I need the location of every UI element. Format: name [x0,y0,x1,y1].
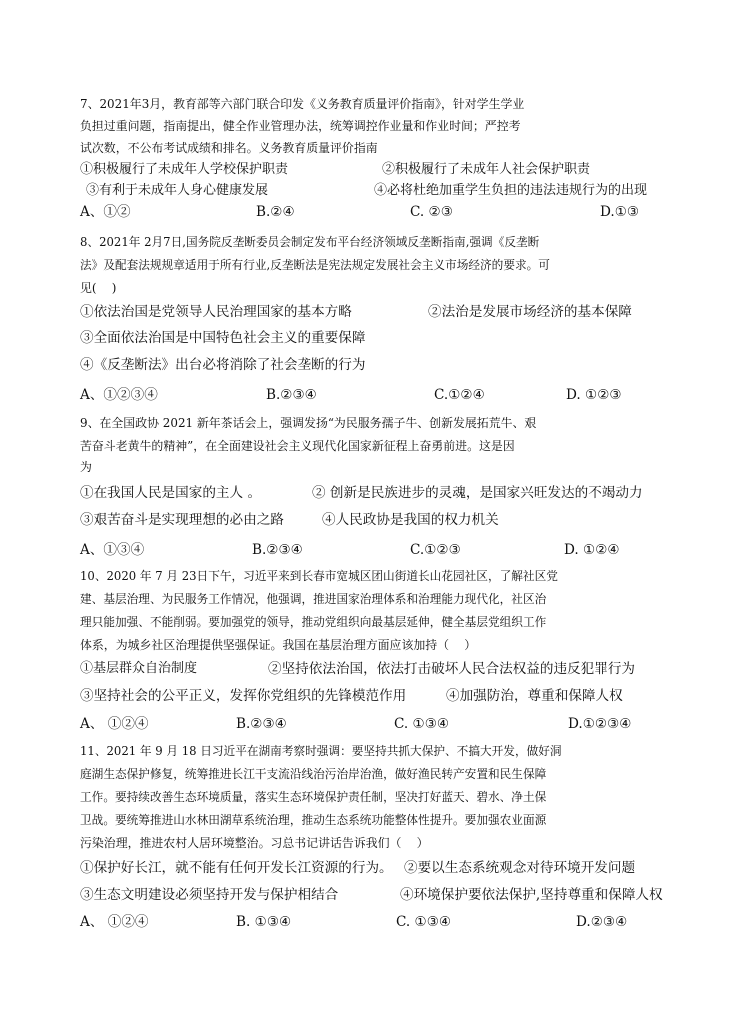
option-c: C. ①③④ [396,914,452,930]
option-d: D.②③④ [576,914,628,930]
statement: ②法治是发展市场经济的基本保障 [428,304,632,320]
question-stem-line: 建、基层治理、为民服务工作情况，他强调，推进国家治理体系和治理能力现代化，社区治 [80,592,547,606]
statement: ①依法治国是党领导人民治理国家的基本方略 [80,304,352,320]
option-d: D.①③ [600,204,640,220]
statement: ③坚持社会的公平正义，发挥你党组织的先锋模范作用 [80,688,407,704]
question-stem-line: 苦奋斗老黄牛的精神”，在全面建设社会主义现代化国家新征程上奋勇前进。这是因 [80,439,515,453]
statement: ①在我国人民是国家的主人 。 [80,485,262,501]
statement: ①积极履行了未成年人学校保护职责 [80,162,289,177]
statement: ④环境保护要依法保护,坚持尊重和保障人权 [400,887,663,903]
option-a: A、①③④ [80,542,145,558]
question-stem-line: 见( ) [80,281,117,295]
statement: ②积极履行了未成年人社会保护职责 [382,162,591,177]
option-d: D. ①②③ [566,387,622,403]
statement: ④人民政协是我国的权力机关 [322,512,499,528]
question-stem-line: 11、2021 年 9 月 18 日习近平在湖南考察时强调：要坚持共抓大保护、不搞大开发，做好洞 [80,744,562,758]
statement: ①保护好长江，就不能有任何开发长江资源的行为。 [80,860,393,876]
question-stem-line: 7、2021年3月，教育部等六部门联合印发《义务教育质量评价指南》，针对学生学业 [80,97,525,111]
option-a: A、①② [80,204,131,220]
option-b: B.②④ [256,204,295,220]
question-stem-line: 卫战。要统筹推进山水林田湖草系统治理，推动生态系统功能整体性提升。要加强农业面源 [80,813,547,827]
statement: ③全面依法治国是中国特色社会主义的重要保障 [80,330,366,346]
statement: ③有利于未成年人身心健康发展 [86,183,269,198]
statement: ② 创新是民族进步的灵魂，是国家兴旺发达的不竭动力 [312,485,643,501]
option-c: C. ①③④ [394,716,450,732]
statement: ③艰苦奋斗是实现理想的必由之路 [80,512,284,528]
statement: ④加强防治，尊重和保障人权 [446,688,623,704]
question-stem-line: 污染治理，推进农村人居环境整治。习总书记讲话告诉我们（ ） [80,836,429,850]
question-stem-line: 体系，为城乡社区治理提供坚强保证。我国在基层治理方面应该加持（ ） [80,638,477,652]
question-stem-line: 庭湖生态保护修复，统筹推进长江干支流沿线治污治岸治渔，做好渔民转产安置和民生保障 [80,767,547,781]
option-b: B.②③④ [236,716,287,732]
statement: ①基层群众自治制度 [80,661,198,676]
option-a: A、①②③④ [80,387,158,403]
option-c: C.①②④ [434,387,485,403]
question-stem-line: 理只能加强、不能削弱。要加强党的领导，推动党组织向最基层延伸，健全基层党组织工作 [80,615,547,629]
question-stem-line: 10、2020 年 7 月 23日下午，习近平来到长春市宽城区团山街道长山花园社区，了解社区党 [80,569,558,583]
statement: ③生态文明建设必须坚持开发与保护相结合 [80,887,339,903]
option-b: B.②③④ [252,542,303,558]
question-stem-line: 试次数，不公布考试成绩和排名。义务教育质量评价指南 [80,141,378,155]
question-stem-line: 为 [80,460,92,474]
statement: ②坚持依法治国，依法打击破坏人民合法权益的违反犯罪行为 [268,661,636,677]
question-stem-line: 工作。要持续改善生态环境质量，落实生态环境保护责任制，坚决打好蓝天、碧水、净土保 [80,790,547,804]
option-b: B.②③④ [266,387,317,403]
option-c: C. ②③ [410,204,453,220]
question-stem-line: 8、2021年 2月7日,国务院反垄断委员会制定发布平台经济领域反垄断指南,强调《反垄断 [80,235,540,249]
question-stem-line: 负担过重问题，指南提出，健全作业管理办法，统筹调控作业量和作业时间；严控考 [80,119,521,133]
statement: ②要以生态系统观念对待环境开发问题 [404,860,636,876]
statement: ④必将杜绝加重学生负担的违法违规行为的出现 [374,183,648,198]
option-c: C.①②③ [410,542,461,558]
option-d: D. ①②④ [564,542,620,558]
option-b: B. ①③④ [236,914,292,930]
option-d: D.①②③④ [568,716,632,732]
statement: ④《反垄断法》出台必将消除了社会垄断的行为 [80,357,366,373]
question-stem-line: 法》及配套法规规章适用于所有行业,反垄断法是宪法规定发展社会主义市场经济的要求。可 [80,258,550,272]
option-a: A、 ①②④ [80,914,149,930]
question-stem-line: 9、在全国政协 2021 新年茶话会上，强调发扬“为民服务孺子牛、创新发展拓荒牛、艰 [80,416,537,430]
option-a: A、 ①②④ [80,716,149,732]
